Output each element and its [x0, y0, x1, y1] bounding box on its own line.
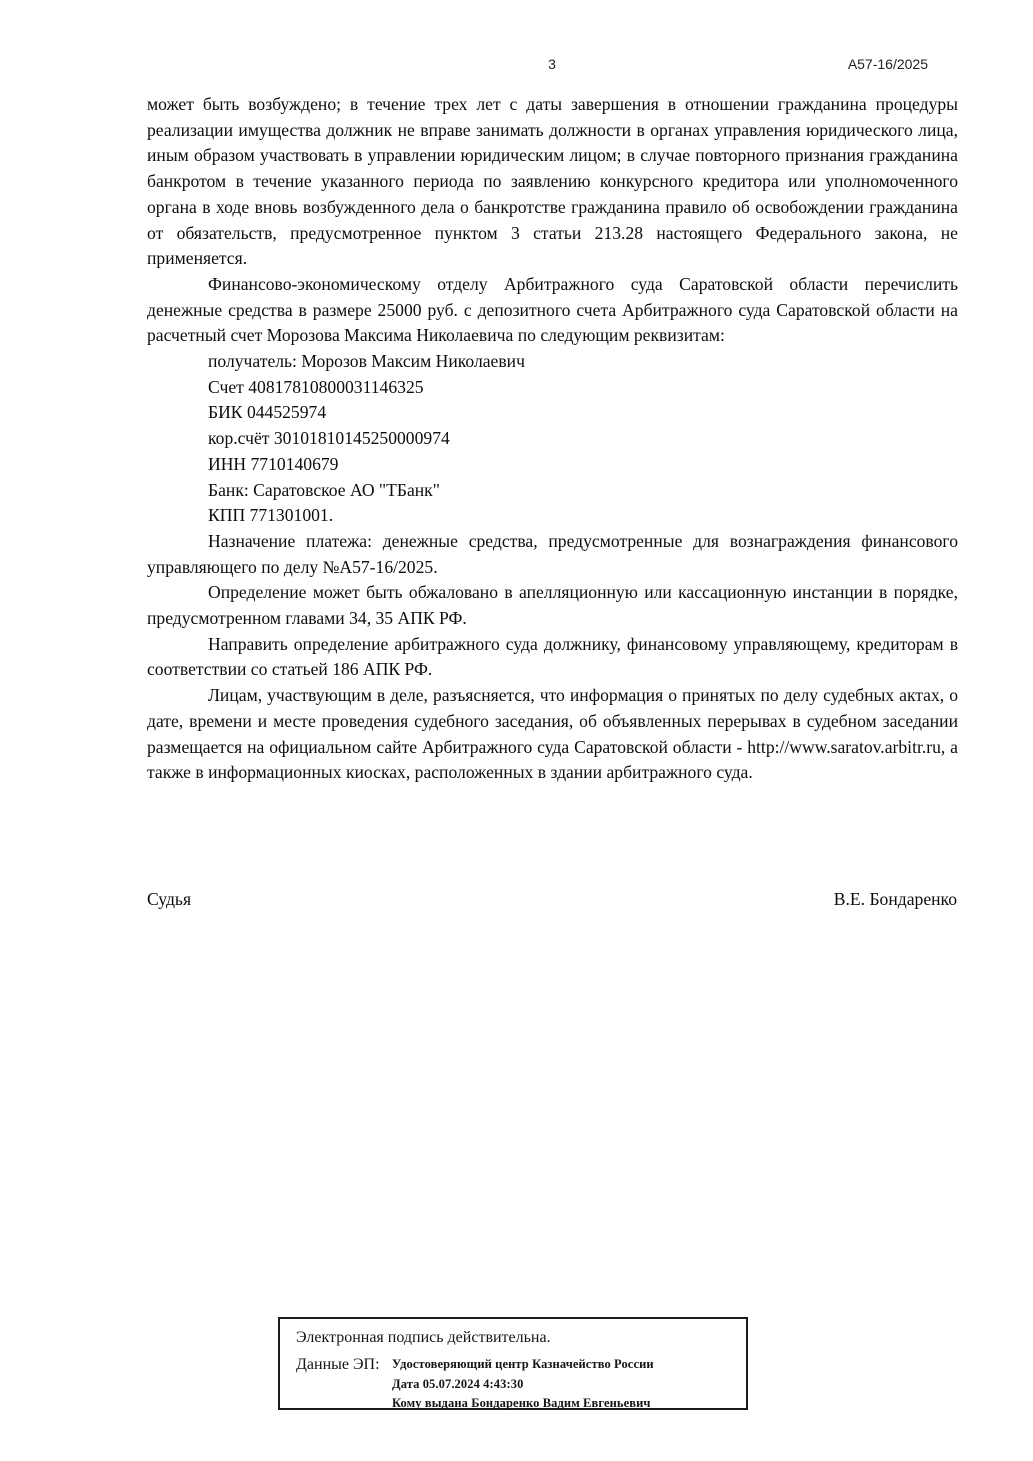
stamp-validity-text: Электронная подпись действительна. — [296, 1329, 551, 1346]
stamp-detail-authority: Удостоверяющий центр Казначейство России — [392, 1357, 654, 1371]
page-number: 3 — [548, 56, 556, 72]
paragraph-transfer-order: Финансово-экономическому отделу Арбитражного суда Саратовской области перечислить денежные средства в размере 25000 руб. с депозитного счета Арбитражного суда Саратовской области на расчетный счет Морозова Максима Николаевича по следующим реквизитам: — [147, 273, 958, 346]
paragraph-continuation: может быть возбуждено; в течение трех лет с даты завершения в отношении гражданина процедуры реализации имущества должник не вправе занимать должности в органах управления юридического лица, иным образом участвовать в управлении юридическим лицом; в случае повторного признания гражданина банкротом в течение указанного периода по заявлению конкурсного кредитора или уполномоченного органа в ходе вновь возбужденного дела о банкротстве гражданина правило об освобождении гражданина от обязательств, предусмотренное пунктом 3 статьи 213.28 настоящего Федерального закона, не применяется. — [147, 94, 958, 269]
stamp-details — [392, 1355, 654, 1414]
judge-name: В.Е. Бондаренко — [833, 889, 957, 909]
requisite-kpp: КПП 771301001. — [208, 505, 334, 526]
case-number: А57-16/2025 — [847, 56, 928, 72]
requisite-recipient: получатель: Морозов Максим Николаевич — [208, 351, 525, 372]
signature-row — [147, 889, 957, 910]
bank-requisites-block — [147, 349, 958, 529]
page-header — [147, 56, 957, 76]
paragraph-payment-purpose: Назначение платежа: денежные средства, предусмотренные для вознаграждения финансового управляющего по делу №А57-16/2025. — [147, 530, 958, 577]
judge-title: Судья — [147, 889, 192, 909]
document-body — [147, 92, 958, 786]
paragraph-information: Лицам, участвующим в деле, разъясняется, что информация о принятых по делу судебных актах, о дате, времени и месте проведения судебного заседания, об объявленных перерывах в судебном заседании размещается на официальном сайте Арбитражного суда Саратовской области - http://www.saratov.arbitr.ru, а также в информационных киосках, расположенных в здании арбитражного суда. — [147, 685, 958, 783]
requisite-bik: БИК 044525974 — [208, 402, 327, 423]
stamp-detail-date: Дата 05.07.2024 4:43:30 — [392, 1376, 524, 1391]
paragraph-appeal: Определение может быть обжаловано в апелляционную или кассационную инстанции в порядке, предусмотренном главами 34, 35 АПК РФ. — [147, 582, 958, 629]
stamp-detail-issued-to: Кому выдана Бондаренко Вадим Евгеньевич — [392, 1396, 651, 1410]
electronic-signature-stamp — [278, 1317, 748, 1410]
requisite-corr-account: кор.счёт 30101810145250000974 — [208, 428, 450, 449]
paragraph-send-order: Направить определение арбитражного суда должнику, финансовому управляющему, кредиторам в соответствии со статьей 186 АПК РФ. — [147, 633, 958, 680]
stamp-data-row — [296, 1355, 732, 1414]
stamp-data-label: Данные ЭП: — [296, 1356, 380, 1373]
requisite-inn: ИНН 7710140679 — [208, 453, 339, 474]
requisite-account: Счет 40817810800031146325 — [208, 376, 424, 397]
requisite-bank: Банк: Саратовское АО "ТБанк" — [208, 479, 440, 500]
